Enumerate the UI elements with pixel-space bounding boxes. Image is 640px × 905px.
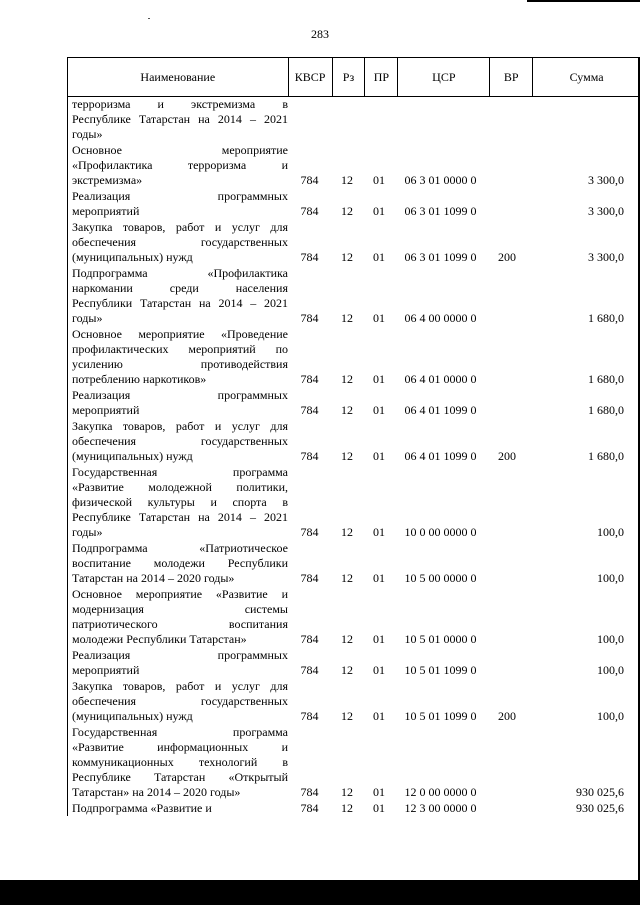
cell-name-line: мероприятий	[72, 204, 140, 218]
cell-csr: 06 3 01 1099 0	[404, 204, 477, 218]
cell-name-line: обеспечения государственных	[72, 235, 288, 249]
cell-kvsr: 784	[300, 525, 319, 539]
cell-sum: 1 680,0	[588, 311, 624, 325]
cell-rz: 12	[341, 204, 353, 218]
header-name: Наименование	[68, 58, 289, 96]
cell-name	[68, 541, 288, 586]
cell-kvsr: 784	[300, 250, 319, 264]
cell-name	[68, 97, 288, 142]
cell-pr: 01	[373, 372, 385, 386]
cell-name-line: «Профилактика терроризма и	[72, 158, 288, 172]
cell-csr: 06 4 01 1099 0	[404, 449, 477, 463]
cell-name-line: (муниципальных) нужд	[72, 709, 193, 723]
cell-name	[68, 679, 288, 724]
cell-name-line: Татарстан» на 2014 – 2020 годы»	[72, 785, 241, 799]
cell-sum: 3 300,0	[588, 204, 624, 218]
cell-csr: 10 0 00 0000 0	[404, 525, 477, 539]
cell-sum: 3 300,0	[588, 250, 624, 264]
header-kvsr: КВСР	[289, 58, 333, 96]
cell-name	[68, 648, 288, 678]
cell-name-line: мероприятий	[72, 663, 140, 677]
cell-name-line: годы»	[72, 525, 103, 539]
header-vr: ВР	[490, 58, 533, 96]
cell-pr: 01	[373, 571, 385, 585]
cell-pr: 01	[373, 525, 385, 539]
cell-rz: 12	[341, 173, 353, 187]
cell-name-line: Реализация программных	[72, 189, 288, 203]
cell-csr: 10 5 01 0000 0	[404, 632, 477, 646]
cell-kvsr: 784	[300, 785, 319, 799]
table-row	[68, 419, 640, 464]
cell-pr: 01	[373, 801, 385, 815]
cell-name-line: Подпрограмма «Патриотическое	[72, 541, 288, 555]
cell-name-line: патриотического воспитания	[72, 617, 288, 631]
cell-rz: 12	[341, 632, 353, 646]
cell-name-line: наркомании среди населения	[72, 281, 288, 295]
cell-name-line: терроризма и экстремизма в	[72, 97, 288, 111]
cell-name-line: молодежи Республики Татарстан»	[72, 632, 247, 646]
cell-sum: 100,0	[597, 571, 624, 585]
table-row	[68, 679, 640, 724]
cell-name	[68, 587, 288, 647]
cell-name-line: (муниципальных) нужд	[72, 250, 193, 264]
cell-name-line: Закупка товаров, работ и услуг для	[72, 679, 288, 693]
table-row	[68, 587, 640, 647]
cell-name-line: Государственная программа	[72, 465, 288, 479]
cell-kvsr: 784	[300, 801, 319, 815]
cell-csr: 06 3 01 1099 0	[404, 250, 477, 264]
cell-csr: 12 0 00 0000 0	[404, 785, 477, 799]
cell-name-line: Государственная программа	[72, 725, 288, 739]
cell-kvsr: 784	[300, 571, 319, 585]
cell-name-line: профилактических мероприятий по	[72, 342, 288, 356]
cell-sum: 930 025,6	[576, 785, 624, 799]
cell-name-line: Закупка товаров, работ и услуг для	[72, 220, 288, 234]
cell-name-line: мероприятий	[72, 403, 140, 417]
cell-kvsr: 784	[300, 372, 319, 386]
header-csr: ЦСР	[398, 58, 490, 96]
table-header	[68, 58, 640, 97]
cell-pr: 01	[373, 204, 385, 218]
cell-name-line: годы»	[72, 127, 103, 141]
cell-sum: 100,0	[597, 525, 624, 539]
cell-pr: 01	[373, 785, 385, 799]
cell-name-line: Республике Татарстан на 2014 – 2021	[72, 112, 288, 126]
cell-name-line: годы»	[72, 311, 103, 325]
cell-name	[68, 143, 288, 188]
cell-csr: 12 3 00 0000 0	[404, 801, 477, 815]
table-row	[68, 388, 640, 418]
cell-name	[68, 266, 288, 326]
cell-sum: 930 025,6	[576, 801, 624, 815]
cell-name-line: «Развитие информационных и	[72, 740, 288, 754]
cell-sum: 3 300,0	[588, 173, 624, 187]
cell-name	[68, 220, 288, 265]
cell-rz: 12	[341, 571, 353, 585]
cell-name	[68, 419, 288, 464]
cell-csr: 10 5 01 1099 0	[404, 709, 477, 723]
cell-name-line: Республике Татарстан на 2014 – 2021	[72, 510, 288, 524]
cell-vr: 200	[498, 709, 516, 723]
cell-csr: 06 4 01 0000 0	[404, 372, 477, 386]
page-number: 283	[311, 27, 329, 41]
cell-name	[68, 801, 288, 816]
cell-kvsr: 784	[300, 173, 319, 187]
cell-vr: 200	[498, 449, 516, 463]
cell-rz: 12	[341, 250, 353, 264]
cell-pr: 01	[373, 311, 385, 325]
cell-name-line: Республики Татарстан на 2014 – 2021	[72, 296, 288, 310]
cell-name-line: обеспечения государственных	[72, 434, 288, 448]
table-body	[68, 97, 640, 816]
header-sum: Сумма	[533, 58, 640, 96]
table-row	[68, 220, 640, 265]
cell-name	[68, 189, 288, 219]
cell-csr: 06 4 01 1099 0	[404, 403, 477, 417]
cell-rz: 12	[341, 403, 353, 417]
cell-name-line: усилению противодействия	[72, 357, 288, 371]
cell-name-line: обеспечения государственных	[72, 694, 288, 708]
cell-name-line: Республике Татарстан «Открытый	[72, 770, 288, 784]
cell-rz: 12	[341, 709, 353, 723]
cell-kvsr: 784	[300, 663, 319, 677]
table-row	[68, 266, 640, 326]
cell-rz: 12	[341, 785, 353, 799]
cell-kvsr: 784	[300, 709, 319, 723]
cell-sum: 100,0	[597, 632, 624, 646]
cell-name-line: Подпрограмма «Профилактика	[72, 266, 288, 280]
cell-pr: 01	[373, 403, 385, 417]
cell-sum: 1 680,0	[588, 372, 624, 386]
scan-speck	[148, 18, 150, 19]
cell-pr: 01	[373, 709, 385, 723]
cell-kvsr: 784	[300, 632, 319, 646]
cell-csr: 10 5 00 0000 0	[404, 571, 477, 585]
cell-name-line: Основное мероприятие «Проведение	[72, 327, 288, 341]
table-row	[68, 327, 640, 387]
scan-bottom-edge	[0, 880, 640, 905]
cell-pr: 01	[373, 449, 385, 463]
cell-sum: 1 680,0	[588, 403, 624, 417]
budget-table	[67, 57, 640, 816]
cell-name	[68, 327, 288, 387]
cell-name-line: Подпрограмма «Развитие и	[72, 801, 212, 815]
header-rz: Рз	[333, 58, 366, 96]
table-row	[68, 725, 640, 800]
cell-csr: 10 5 01 1099 0	[404, 663, 477, 677]
table-row	[68, 465, 640, 540]
cell-name-line: физической культуры и спорта в	[72, 495, 288, 509]
cell-name-line: Реализация программных	[72, 388, 288, 402]
cell-csr: 06 4 00 0000 0	[404, 311, 477, 325]
cell-name	[68, 465, 288, 540]
cell-vr: 200	[498, 250, 516, 264]
table-row	[68, 189, 640, 219]
cell-name-line: экстремизма»	[72, 173, 143, 187]
cell-sum: 1 680,0	[588, 449, 624, 463]
header-pr: ПР	[365, 58, 398, 96]
cell-name-line: модернизация системы	[72, 602, 288, 616]
table-row	[68, 143, 640, 188]
cell-pr: 01	[373, 632, 385, 646]
cell-name	[68, 725, 288, 800]
top-edge-line	[527, 0, 640, 2]
cell-name-line: Реализация программных	[72, 648, 288, 662]
cell-rz: 12	[341, 372, 353, 386]
cell-pr: 01	[373, 663, 385, 677]
table-row	[68, 801, 640, 816]
cell-name	[68, 388, 288, 418]
cell-kvsr: 784	[300, 204, 319, 218]
cell-kvsr: 784	[300, 403, 319, 417]
table-row	[68, 97, 640, 142]
cell-rz: 12	[341, 449, 353, 463]
cell-kvsr: 784	[300, 449, 319, 463]
cell-name-line: потреблению наркотиков»	[72, 372, 207, 386]
cell-sum: 100,0	[597, 709, 624, 723]
cell-name-line: Основное мероприятие «Развитие и	[72, 587, 288, 601]
cell-pr: 01	[373, 250, 385, 264]
cell-name-line: «Развитие молодежной политики,	[72, 480, 288, 494]
cell-name-line: Закупка товаров, работ и услуг для	[72, 419, 288, 433]
cell-name-line: воспитание молодежи Республики	[72, 556, 288, 570]
table-row	[68, 541, 640, 586]
cell-csr: 06 3 01 0000 0	[404, 173, 477, 187]
cell-rz: 12	[341, 663, 353, 677]
cell-pr: 01	[373, 173, 385, 187]
cell-name-line: (муниципальных) нужд	[72, 449, 193, 463]
cell-name-line: Основное мероприятие	[72, 143, 288, 157]
cell-sum: 100,0	[597, 663, 624, 677]
cell-rz: 12	[341, 801, 353, 815]
cell-name-line: Татарстан на 2014 – 2020 годы»	[72, 571, 235, 585]
cell-name-line: коммуникационных технологий в	[72, 755, 288, 769]
cell-rz: 12	[341, 525, 353, 539]
cell-rz: 12	[341, 311, 353, 325]
cell-kvsr: 784	[300, 311, 319, 325]
table-row	[68, 648, 640, 678]
